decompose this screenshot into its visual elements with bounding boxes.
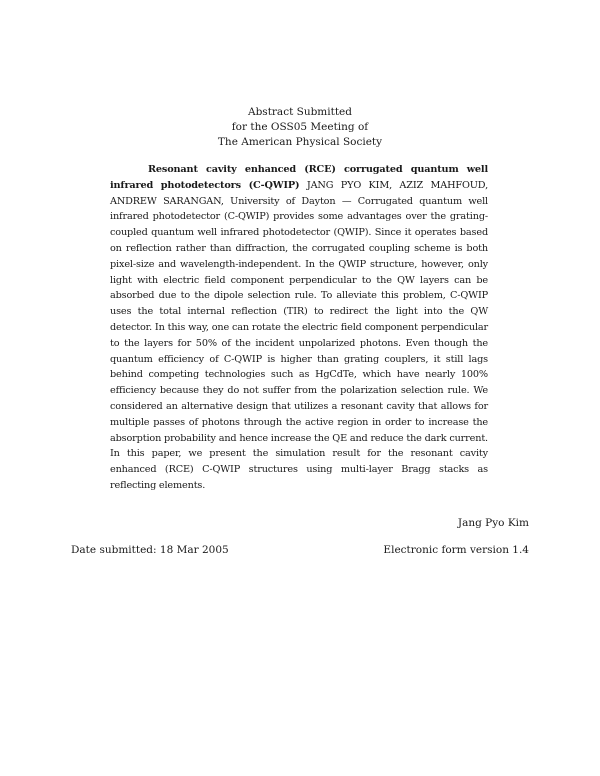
header-line-society: The American Physical Society (217, 136, 383, 148)
header-line-meeting: for the OSS05 Meeting of (231, 121, 369, 133)
submission-header (0, 105, 600, 150)
abstract-paragraph (110, 162, 488, 494)
author-signature: Jang Pyo Kim (457, 517, 529, 529)
abstract-body: JANG PYO KIM, AZIZ MAHFOUD, ANDREW SARANGAN, University of Dayton — Corrugated quantum well infrared photodetector (C-QWIP) provides some advantages over the grating-coupled quantum well infrared photodetector (QWIP). Since it operates based on reflection rather than diffraction, the corrugated coupling scheme is both pixel-size and wavelength-independent. In the QWIP structure, however, only light with electric field component perpendicular to the QW layers can be absorbed due to the dipole selection rule. To alleviate this problem, C-QWIP uses the total internal reflection (TIR) to redirect the light into the QW detector. In this way, one can rotate the electric field component perpendicular to the layers for 50% of the incident unpolarized photons. Even though the quantum efficiency of C-QWIP is higher than grating couplers, it still lags behind competing technologies such as HgCdTe, which have nearly 100% efficiency because they do not suffer from the polarization selection rule. We considered an alternative design that utilizes a resonant cavity that allows for multiple passes of photons through the active region in order to increase the absorption probability and hence increase the QE and reduce the dark current. In this paper, we present the simulation result for the resonant cavity enhanced (RCE) C-QWIP structures using multi-layer Bragg stacks as reflecting elements. (110, 179, 489, 491)
form-version: Electronic form version 1.4 (383, 544, 529, 556)
header-line-abstract-submitted: Abstract Submitted (248, 106, 352, 118)
date-submitted: Date submitted: 18 Mar 2005 (71, 544, 229, 556)
abstract-title: Resonant cavity enhanced (RCE) corrugated quantum well infrared photodetectors (C-QWIP) (110, 164, 488, 191)
